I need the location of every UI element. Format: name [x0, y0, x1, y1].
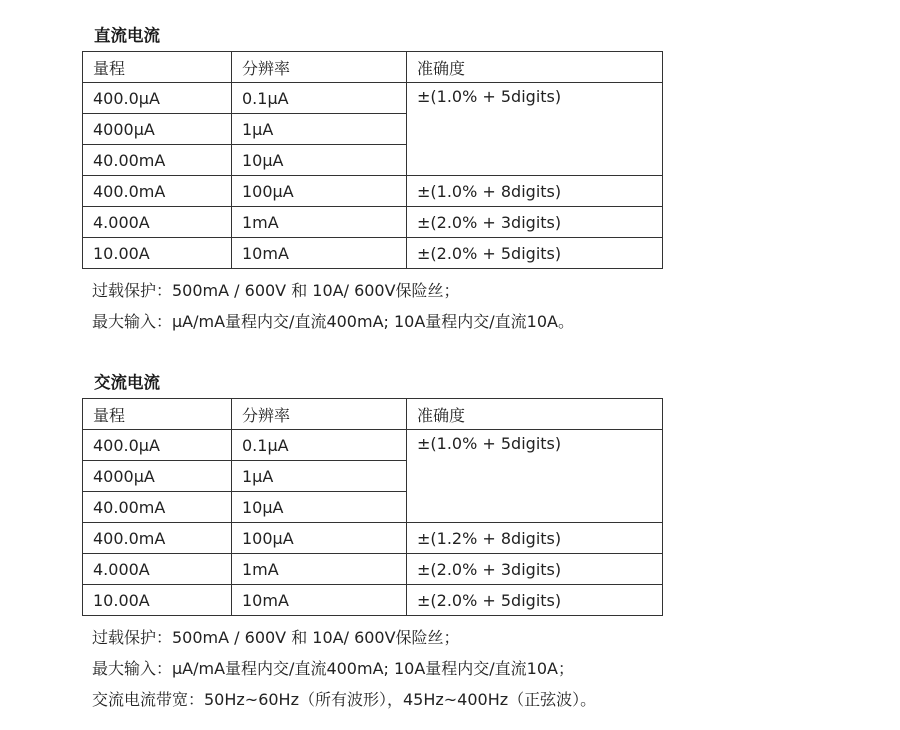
range-cell: 4.000A: [83, 554, 232, 585]
range-cell: 400.0mA: [83, 523, 232, 554]
header-accuracy: 准确度: [407, 52, 663, 83]
bandwidth-note: 交流电流带宽：50Hz~60Hz（所有波形），45Hz~400Hz（正弦波）。: [92, 690, 597, 709]
ac-section-title: 交流电流: [94, 373, 160, 392]
dc-section-title: 直流电流: [94, 26, 160, 45]
range-cell: 4000µA: [83, 461, 232, 492]
table-row: [83, 430, 663, 461]
range-cell: 4000µA: [83, 114, 232, 145]
range-cell: 400.0µA: [83, 83, 232, 114]
dc-current-section: [82, 26, 663, 337]
accuracy-cell: ±(1.2% + 8digits): [407, 523, 663, 554]
max-input-note: 最大输入：µA/mA量程内交/直流400mA; 10A量程内交/直流10A；: [92, 659, 574, 678]
header-accuracy: 准确度: [407, 399, 663, 430]
resolution-cell: 1µA: [232, 461, 407, 492]
table-row: [83, 238, 663, 269]
header-range: 量程: [83, 52, 232, 83]
range-cell: 10.00A: [83, 585, 232, 616]
table-row: [83, 207, 663, 238]
accuracy-cell: ±(1.0% + 5digits): [407, 83, 663, 176]
range-cell: 4.000A: [83, 207, 232, 238]
dc-notes: [92, 275, 663, 337]
table-row: [83, 554, 663, 585]
resolution-cell: 10mA: [232, 238, 407, 269]
resolution-cell: 1mA: [232, 554, 407, 585]
resolution-cell: 0.1µA: [232, 83, 407, 114]
accuracy-cell: ±(2.0% + 3digits): [407, 207, 663, 238]
ac-notes: [92, 622, 663, 715]
resolution-cell: 0.1µA: [232, 430, 407, 461]
header-range: 量程: [83, 399, 232, 430]
max-input-note: 最大输入：µA/mA量程内交/直流400mA; 10A量程内交/直流10A。: [92, 312, 574, 331]
overload-protection-note: 过载保护：500mA / 600V 和 10A/ 600V保险丝；: [92, 281, 460, 300]
header-resolution: 分辨率: [232, 399, 407, 430]
table-row: [83, 83, 663, 114]
accuracy-cell: ±(1.0% + 8digits): [407, 176, 663, 207]
accuracy-cell: ±(1.0% + 5digits): [407, 430, 663, 523]
resolution-cell: 10µA: [232, 145, 407, 176]
range-cell: 400.0µA: [83, 430, 232, 461]
range-cell: 400.0mA: [83, 176, 232, 207]
table-row: [83, 523, 663, 554]
accuracy-cell: ±(2.0% + 5digits): [407, 585, 663, 616]
table-row: [83, 585, 663, 616]
ac-spec-table: [82, 398, 663, 616]
header-resolution: 分辨率: [232, 52, 407, 83]
range-cell: 40.00mA: [83, 145, 232, 176]
dc-spec-table: [82, 51, 663, 269]
table-header-row: [83, 52, 663, 83]
table-header-row: [83, 399, 663, 430]
resolution-cell: 100µA: [232, 523, 407, 554]
range-cell: 40.00mA: [83, 492, 232, 523]
accuracy-cell: ±(2.0% + 5digits): [407, 238, 663, 269]
resolution-cell: 100µA: [232, 176, 407, 207]
resolution-cell: 10µA: [232, 492, 407, 523]
range-cell: 10.00A: [83, 238, 232, 269]
table-row: [83, 176, 663, 207]
overload-protection-note: 过载保护：500mA / 600V 和 10A/ 600V保险丝；: [92, 628, 460, 647]
accuracy-cell: ±(2.0% + 3digits): [407, 554, 663, 585]
resolution-cell: 1mA: [232, 207, 407, 238]
resolution-cell: 1µA: [232, 114, 407, 145]
ac-current-section: [82, 373, 663, 715]
resolution-cell: 10mA: [232, 585, 407, 616]
